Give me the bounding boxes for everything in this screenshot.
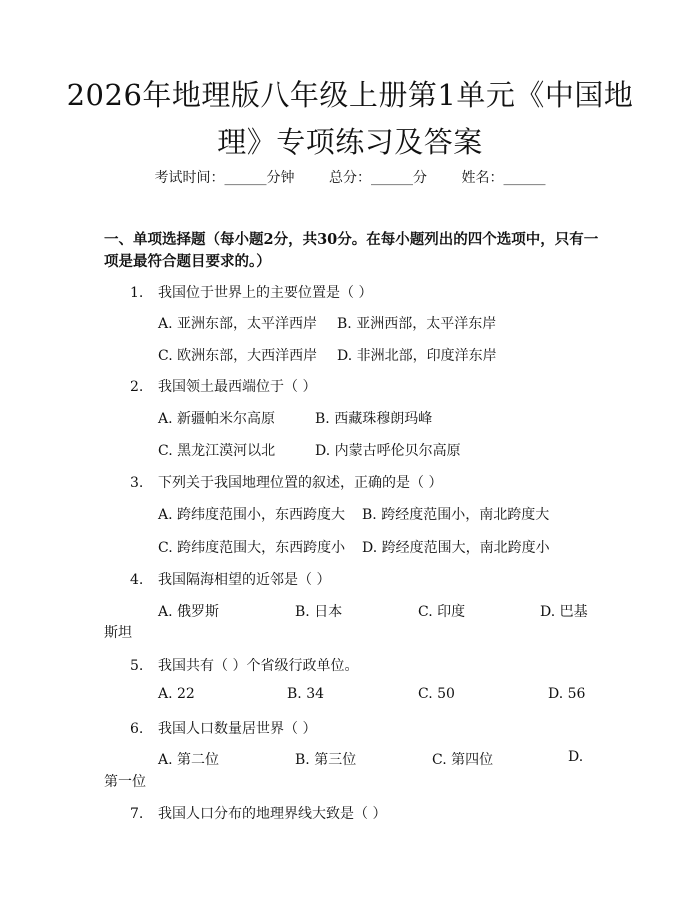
page-title: 2026年地理版八年级上册第1单元《中国地理》专项练习及答案 xyxy=(66,78,634,159)
question-3 xyxy=(130,472,442,492)
question-text: 我国隔海相望的近邻是（ ） xyxy=(158,572,331,588)
question-number: 2. xyxy=(130,379,144,395)
option-a: A. 新疆帕米尔高原 xyxy=(158,411,276,427)
exam-name-field: 姓名：______ xyxy=(461,170,546,186)
option-d: D. 跨经度范围大，南北跨度小 xyxy=(362,540,550,556)
option-d-wrap: 斯坦 xyxy=(104,625,132,641)
exam-info xyxy=(0,167,700,187)
option-a: A. 22 xyxy=(158,686,195,702)
option-c: C. 欧洲东部，大西洋西岸 xyxy=(158,348,318,364)
question-7 xyxy=(130,803,386,823)
option-d-wrap: 第一位 xyxy=(104,774,146,790)
question-text: 我国人口数量居世界（ ） xyxy=(158,721,317,737)
option-c: C. 第四位 xyxy=(432,752,494,768)
question-number: 4. xyxy=(130,572,144,588)
option-d: D. 内蒙古呼伦贝尔高原 xyxy=(315,443,461,459)
exam-score-field: 总分：______分 xyxy=(329,170,427,186)
option-d: D. 56 xyxy=(548,686,586,702)
question-number: 3. xyxy=(130,475,144,491)
option-a: A. 第二位 xyxy=(158,752,220,768)
option-c: C. 黑龙江漠河以北 xyxy=(158,443,276,459)
option-b: B. 日本 xyxy=(295,604,343,620)
exam-time-field: 考试时间：______分钟 xyxy=(154,170,295,186)
question-2 xyxy=(130,376,316,396)
question-text: 我国位于世界上的主要位置是（ ） xyxy=(158,285,373,301)
option-a: A. 亚洲东部，太平洋西岸 xyxy=(158,316,318,332)
option-b: B. 34 xyxy=(287,686,325,702)
section-heading: 一、单项选择题（每小题2分，共30分。在每小题列出的四个选项中，只有一项是最符合题目要求的。） xyxy=(104,231,599,270)
option-a: A. 跨纬度范围小，东西跨度大 xyxy=(158,507,346,523)
option-d: D. 巴基 xyxy=(540,604,588,620)
question-text: 下列关于我国地理位置的叙述，正确的是（ ） xyxy=(158,475,443,491)
question-number: 1. xyxy=(130,285,144,301)
question-number: 5. xyxy=(130,658,144,674)
option-c: C. 印度 xyxy=(418,604,466,620)
question-number: 6. xyxy=(130,721,144,737)
option-b: B. 亚洲西部，太平洋东岸 xyxy=(337,316,497,332)
option-d: D. 非洲北部，印度洋东岸 xyxy=(337,348,497,364)
question-4 xyxy=(130,569,330,589)
option-a: A. 俄罗斯 xyxy=(158,604,220,620)
question-text: 我国领土最西端位于（ ） xyxy=(158,379,317,395)
question-1 xyxy=(130,282,372,302)
question-number: 7. xyxy=(130,806,144,822)
question-5 xyxy=(130,655,358,675)
question-6 xyxy=(130,718,316,738)
option-c: C. 50 xyxy=(418,686,455,702)
option-b: B. 跨经度范围小，南北跨度大 xyxy=(362,507,550,523)
option-d: D. xyxy=(568,749,584,765)
question-text: 我国人口分布的地理界线大致是（ ） xyxy=(158,806,387,822)
question-text: 我国共有（ ）个省级行政单位。 xyxy=(158,658,359,674)
option-c: C. 跨纬度范围大，东西跨度小 xyxy=(158,540,346,556)
option-b: B. 第三位 xyxy=(295,752,357,768)
option-b: B. 西藏珠穆朗玛峰 xyxy=(315,411,433,427)
